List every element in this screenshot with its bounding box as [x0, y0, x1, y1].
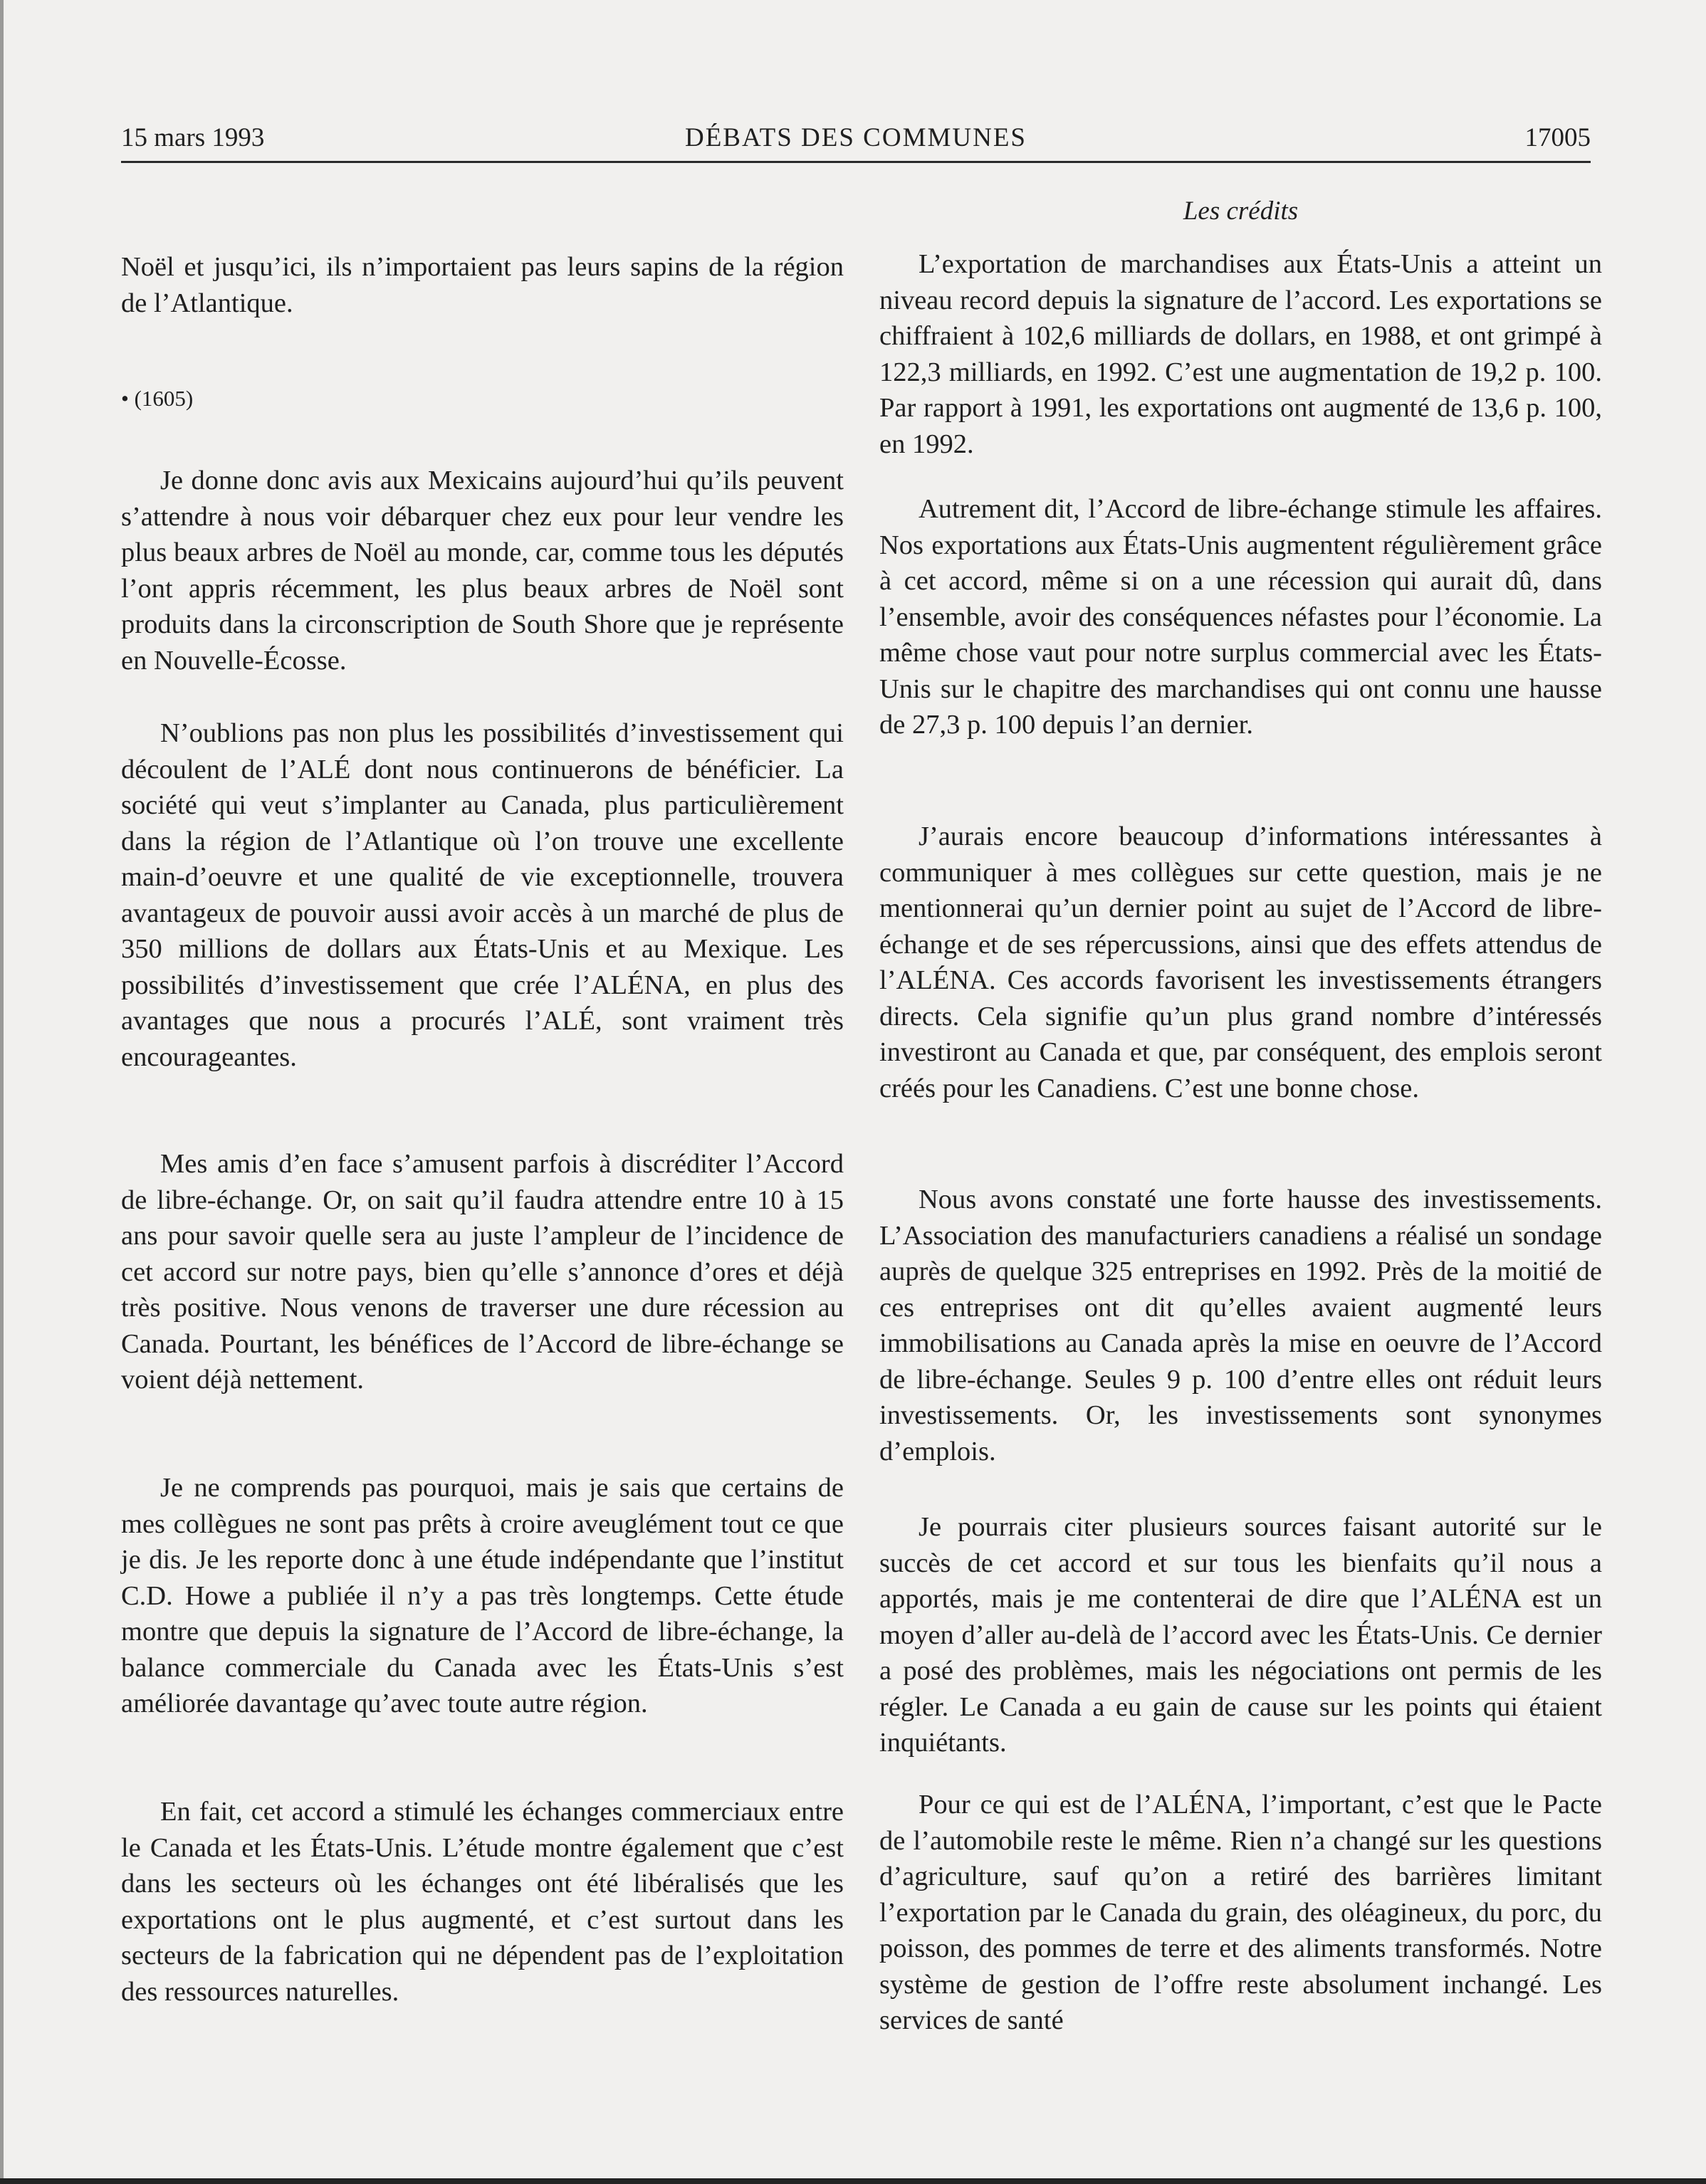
paragraph: L’exportation de marchandises aux États-Unis a atteint un niveau record depuis la signature de l’accord. Les exportations se chiffraient à 102,6 milliards de dollars, en 1988, et ont grimpé à 122,3 milliards, en 1992. C’est une augmentation de 19,2 p. 100. Par rapport à 1991, les exportations ont augmenté de 13,6 p. 100, en 1992. [879, 249, 1602, 459]
publication-title: DÉBATS DES COMMUNES [684, 123, 1027, 152]
paragraph: Je ne comprends pas pourquoi, mais je sais que certains de mes collègues ne sont pas prêts à croire aveuglément tout ce que je dis. Je les reporte donc à une étude indépendante que l’institut C.D. Howe a publiée il n’y a pas très longtemps. Cette étude montre que depuis la signature de l’Accord de libre-échange, la balance commerciale du Canada avec les États-Unis s’est améliorée davantage qu’avec toute autre région. [121, 1473, 844, 1718]
time-marker: • (1605) [121, 386, 194, 411]
header-rule [121, 161, 1591, 163]
paragraph: Pour ce qui est de l’ALÉNA, l’important, c’est que le Pacte de l’automobile reste le même. Rien n’a changé sur les questions d’agriculture, sauf qu’on a retiré des barrières limitant l’exportation par le Canada du grain, des oléagineux, du porc, du poisson, des pommes de terre et des aliments transformés. Notre système de gestion de l’offre reste absolument inchangé. Les services de santé [879, 1790, 1602, 2035]
paragraph: Je donne donc avis aux Mexicains aujourd’hui qu’ils peuvent s’attendre à nous voir débarquer chez eux pour leur vendre les plus beaux arbres de Noël au monde, car, comme tous les députés l’ont appris récemment, les plus beaux arbres de Noël sont produits dans la circonscription de South Shore que je représente en Nouvelle-Écosse. [121, 466, 844, 676]
paragraph: Mes amis d’en face s’amusent parfois à discréditer l’Accord de libre-échange. Or, on sait qu’il faudra attendre entre 10 à 15 ans pour savoir quelle sera au juste l’ampleur de l’incidence de cet accord sur notre pays, bien qu’elle s’annonce d’ores et déjà très positive. Nous venons de traverser une dure récession au Canada. Pourtant, les bénéfices de l’Accord de libre-échange se voient déjà nettement. [121, 1149, 844, 1395]
paragraph: En fait, cet accord a stimulé les échanges commerciaux entre le Canada et les États-Unis. L’étude montre également que c’est dans les secteurs où les échanges ont été libéralisés que les exportations ont le plus augmenté, et c’est surtout dans les secteurs de la fabrication qui ne dépendent pas de l’exploitation des ressources naturelles. [121, 1797, 844, 2007]
paragraph: N’oublions pas non plus les possibilités d’investissement qui découlent de l’ALÉ dont nous continuerons de bénéficier. La société qui veut s’implanter au Canada, plus particulièrement dans la région de l’Atlantique où l’on trouve une excellente main-d’oeuvre et une qualité de vie exceptionnelle, trouvera avantageux de pouvoir aussi avoir accès à un marché de plus de 350 millions de dollars aux États-Unis et au Mexique. Les possibilités d’investissement que crée l’ALÉNA, en plus des avantages que nous a procurés l’ALÉ, sont vraiment très encourageantes. [121, 718, 844, 1072]
header-date: 15 mars 1993 [121, 123, 265, 152]
scan-edge-bottom [0, 2178, 1706, 2184]
paragraph: Nous avons constaté une forte hausse des investissements. L’Association des manufacturiers canadiens a réalisé un sondage auprès de quelque 325 entreprises en 1992. Près de la moitié de ces entreprises ont dit qu’elles avaient augmenté leurs immobilisations au Canada après la mise en oeuvre de l’Accord de libre-échange. Seules 9 p. 100 d’entre elles ont réduit leurs investissements. Or, les investissements sont synonymes d’emplois. [879, 1185, 1602, 1466]
paragraph-continuation: Noël et jusqu’ici, ils n’importaient pas leurs sapins de la région de l’Atlantique. [121, 252, 844, 318]
paragraph: Autrement dit, l’Accord de libre-échange stimule les affaires. Nos exportations aux États-Unis augmentent régulièrement grâce à cet accord, même si on a une récession qui aurait dû, dans l’ensemble, avoir des conséquences néfastes pour l’économie. La même chose vaut pour notre surplus commercial avec les États-Unis sur le chapitre des marchandises qui ont connu une hausse de 27,3 p. 100 depuis l’an dernier. [879, 494, 1602, 740]
scan-edge-left [0, 0, 4, 2184]
paragraph: Je pourrais citer plusieurs sources faisant autorité sur le succès de cet accord et sur tous les bienfaits qu’il nous a apportés, mais je me contenterai de dire que l’ALÉNA est un moyen d’aller au-delà de l’accord avec les États-Unis. Ce dernier a posé des problèmes, mais les négociations ont permis de les régler. Le Canada a eu gain de cause sur les points qui étaient inquiétants. [879, 1512, 1602, 1758]
section-rubric: Les crédits [1183, 196, 1299, 226]
page-number: 17005 [1524, 123, 1591, 152]
paragraph: J’aurais encore beaucoup d’informations intéressantes à communiquer à mes collègues sur cette question, mais je ne mentionnerai qu’un dernier point au sujet de l’Accord de libre-échange et de ses répercussions, ainsi que des effets attendus de l’ALÉNA. Ces accords favorisent les investissements étrangers directs. Cela signifie qu’un plus grand nombre d’intéressés investiront au Canada et que, par conséquent, des emplois seront créés pour les Canadiens. C’est une bonne chose. [879, 821, 1602, 1103]
page-header [121, 122, 1591, 161]
